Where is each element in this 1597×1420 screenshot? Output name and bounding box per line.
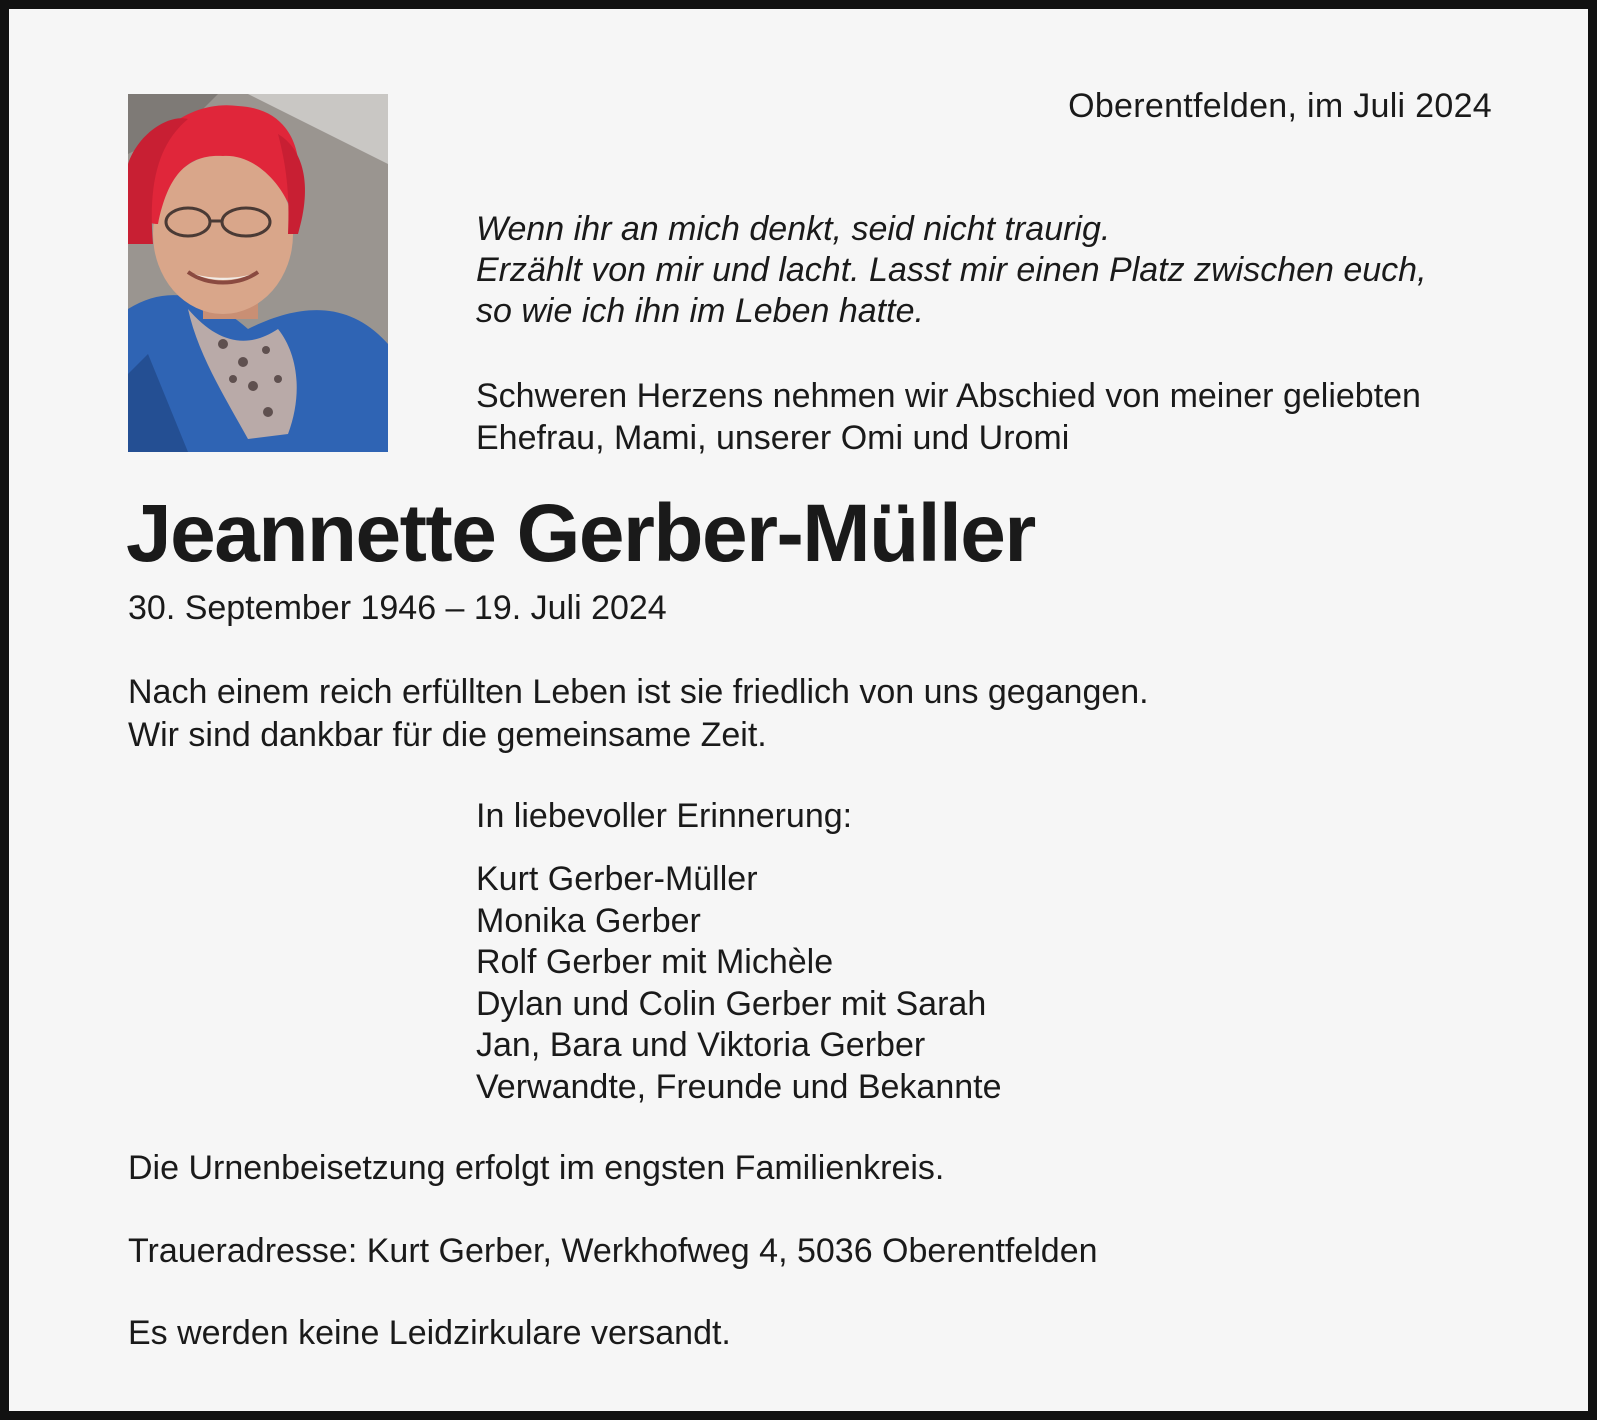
- mourner-name: Rolf Gerber mit Michèle: [476, 943, 834, 981]
- quote-line: Erzählt von mir und lacht. Lasst mir einen Platz zwischen euch,: [476, 251, 1427, 289]
- life-line: Nach einem reich erfüllten Leben ist sie friedlich von uns gegangen.: [128, 673, 1149, 711]
- mourner-name: Jan, Bara und Viktoria Gerber: [476, 1026, 926, 1064]
- quote-line: Wenn ihr an mich denkt, seid nicht traurig.: [476, 210, 1111, 248]
- intro-line: Ehefrau, Mami, unserer Omi und Uromi: [476, 419, 1070, 457]
- life-line: Wir sind dankbar für die gemeinsame Zeit.: [128, 716, 767, 754]
- intro-line: Schweren Herzens nehmen wir Abschied von meiner geliebten: [476, 377, 1421, 415]
- life-dates: 30. September 1946 – 19. Juli 2024: [128, 589, 667, 627]
- urn-burial-note: Die Urnenbeisetzung erfolgt im engsten Familienkreis.: [128, 1149, 945, 1187]
- farewell-intro: [476, 375, 1421, 459]
- mourners-heading: In liebevoller Erinnerung:: [476, 797, 853, 835]
- mourner-name: Dylan und Colin Gerber mit Sarah: [476, 984, 987, 1023]
- mourner-name: Kurt Gerber-Müller: [476, 860, 758, 898]
- mourner-name: Verwandte, Freunde und Bekannte: [476, 1067, 1002, 1106]
- portrait-photo-icon: [128, 94, 388, 452]
- circular-note: Es werden keine Leidzirkulare versandt.: [128, 1314, 731, 1352]
- memorial-quote: [476, 209, 1427, 332]
- deceased-name: Jeannette Gerber-Müller: [126, 488, 1035, 579]
- mourners-list: [476, 859, 1002, 1108]
- life-statement: [128, 671, 1149, 757]
- quote-line: so wie ich ihn im Leben hatte.: [476, 292, 924, 330]
- place-date: Oberentfelden, im Juli 2024: [1068, 87, 1492, 125]
- mourning-address: Traueradresse: Kurt Gerber, Werkhofweg 4, 5036 Oberentfelden: [128, 1232, 1098, 1270]
- mourner-name: Monika Gerber: [476, 901, 701, 940]
